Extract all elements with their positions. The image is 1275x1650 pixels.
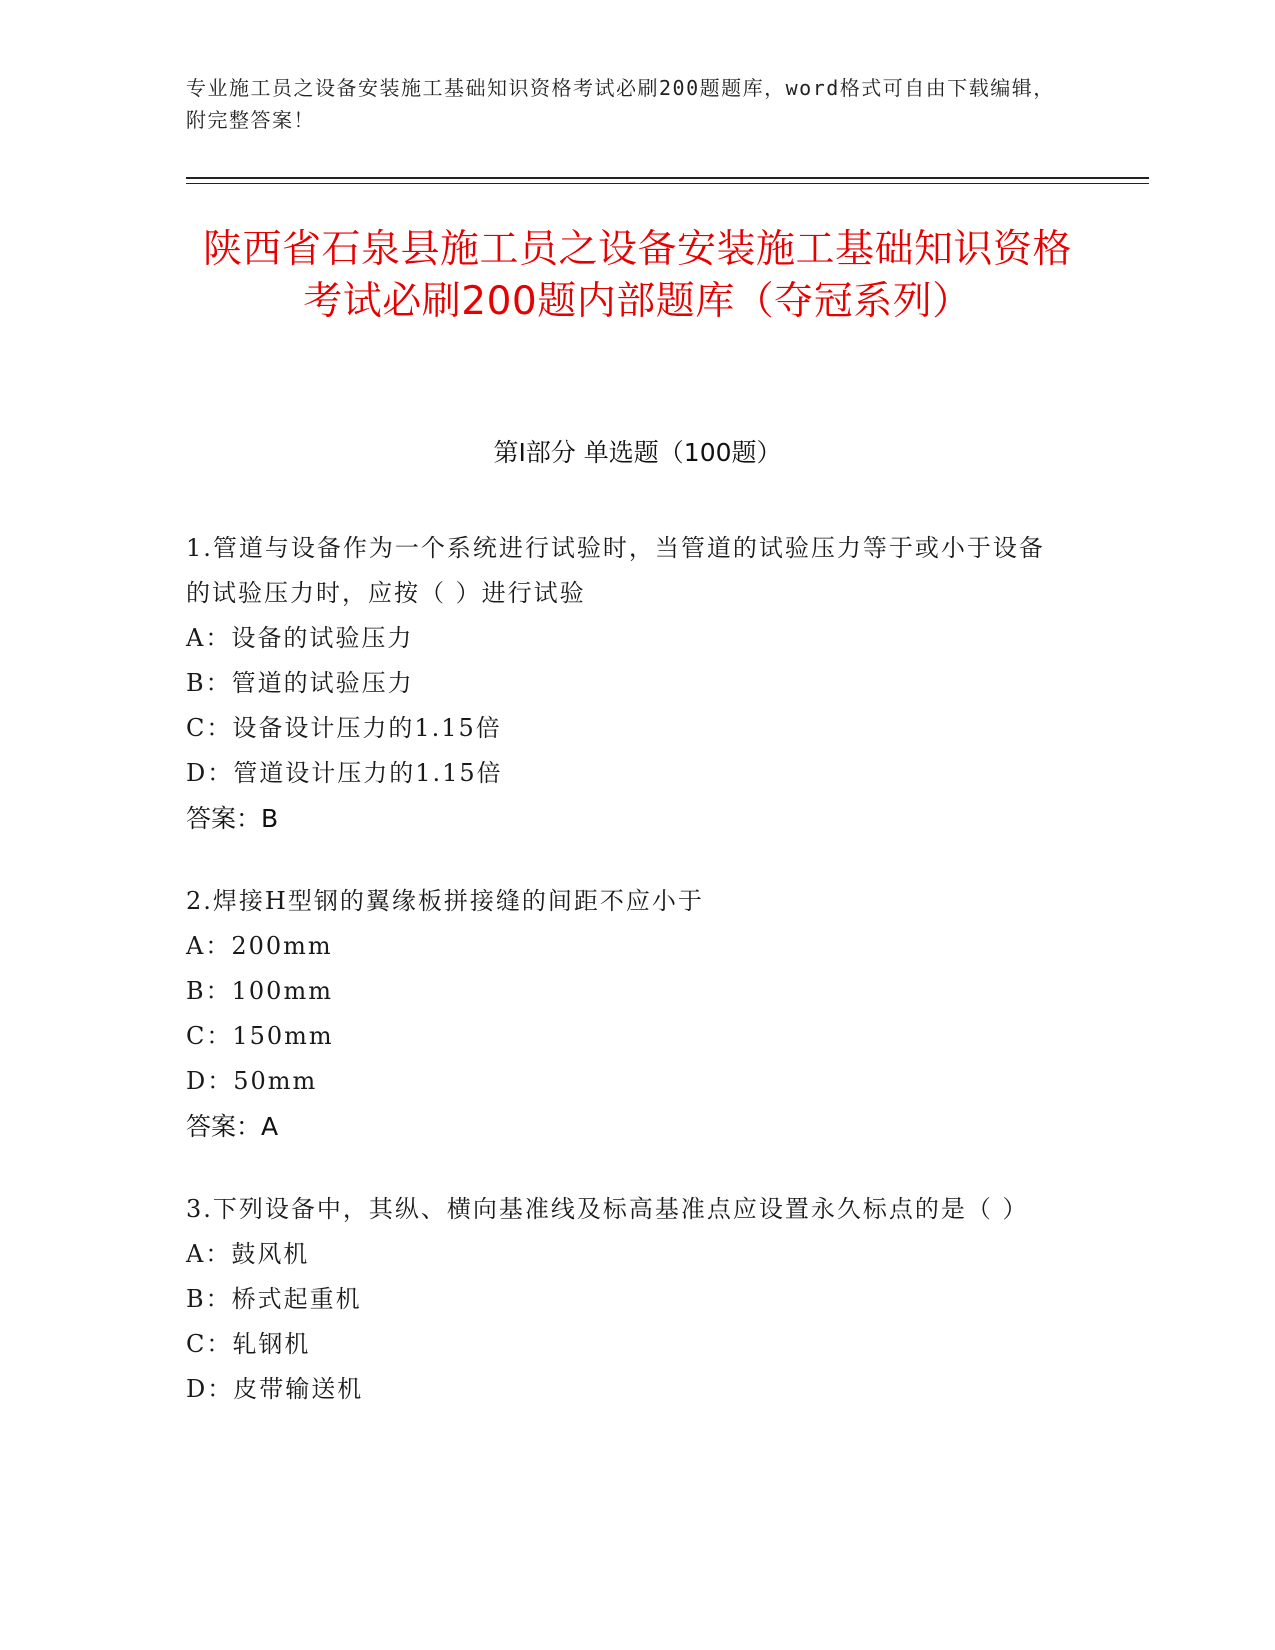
- header-note: 专业施工员之设备安装施工基础知识资格考试必刷200题题库，word格式可自由下载编辑，附完整答案！: [186, 76, 1055, 132]
- question-item: [186, 1187, 1066, 1412]
- option-c: C：轧钢机: [186, 1330, 311, 1358]
- question-item: [186, 526, 1066, 842]
- answer-line: 答案：B: [186, 804, 279, 833]
- option-c: C：150mm: [186, 1022, 334, 1050]
- question-stem: 1.管道与设备作为一个系统进行试验时，当管道的试验压力等于或小于设备的试验压力时，应按（ ）进行试验: [186, 534, 1045, 607]
- option-b: B：桥式起重机: [186, 1285, 362, 1313]
- option-d: D：皮带输送机: [186, 1375, 364, 1403]
- question-stem: 2.焊接H型钢的翼缘板拼接缝的间距不应小于: [186, 887, 704, 915]
- question-stem: 3.下列设备中，其纵、横向基准线及标高基准点应设置永久标点的是（ ）: [186, 1195, 1029, 1223]
- question-item: [186, 879, 1066, 1150]
- option-a: A：设备的试验压力: [186, 624, 414, 652]
- option-b: B：管道的试验压力: [186, 669, 414, 697]
- question-list: [186, 526, 1066, 1449]
- option-b: B：100mm: [186, 977, 333, 1005]
- option-d: D：管道设计压力的1.15倍: [186, 759, 503, 787]
- option-d: D：50mm: [186, 1067, 318, 1095]
- option-a: A：200mm: [186, 932, 333, 960]
- header-rule-thin: [186, 183, 1149, 184]
- header-rule-thick: [186, 177, 1149, 179]
- answer-line: 答案：A: [186, 1112, 279, 1141]
- option-c: C：设备设计压力的1.15倍: [186, 714, 502, 742]
- section-title: 第I部分 单选题（100题）: [493, 438, 782, 467]
- document-title: 陕西省石泉县施工员之设备安装施工基础知识资格考试必刷200题内部题库（夺冠系列）: [202, 227, 1072, 324]
- option-a: A：鼓风机: [186, 1240, 310, 1268]
